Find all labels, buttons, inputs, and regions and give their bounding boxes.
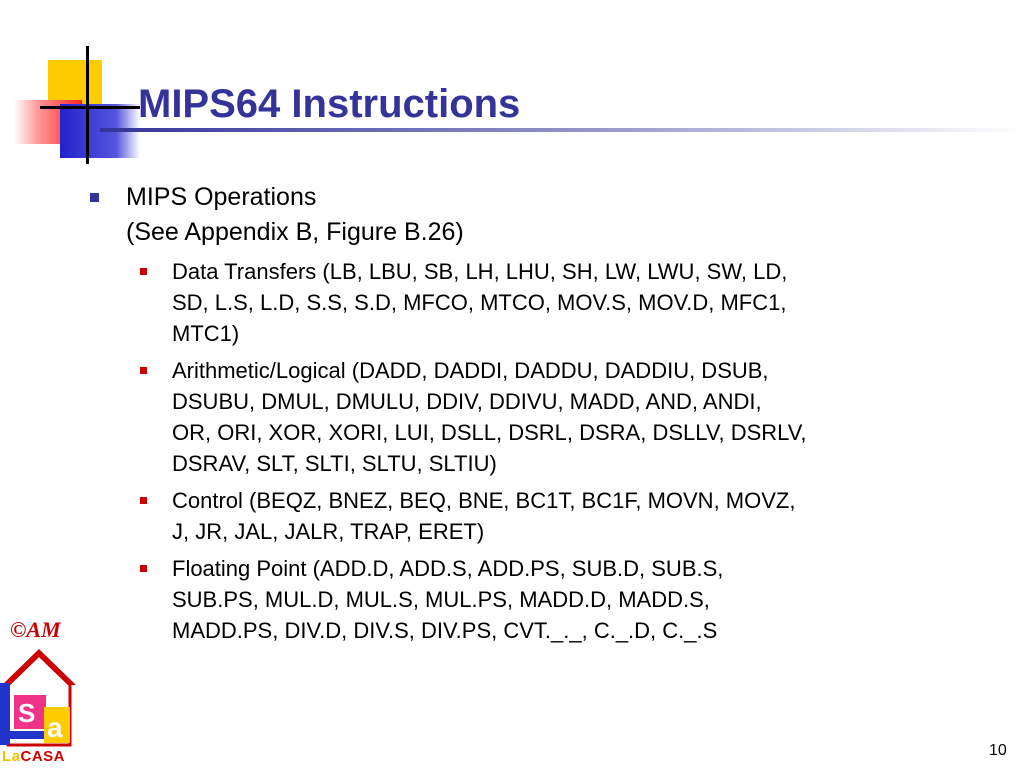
sub-bullet-data-transfers [90,256,1005,349]
main-bullet-line2: (See Appendix B, Figure B.26) [126,218,464,246]
svg-text:S: S [18,698,36,728]
svg-text:a: a [47,712,63,743]
sub-bullet-text: Arithmetic/Logical (DADD, DADDI, DADDU, DADDIU, DSUB, DSUBU, DMUL, DMULU, DDIV, DDIVU, MADD, AND, ANDI, OR, ORI, XOR, XORI, LUI, DSLL, DSRL, DSRA, DSLLV, DSRLV, DSRAV, SLT, SLTI, SLTU, SLTIU) [172,358,807,476]
copyright-mark: ©AM [10,617,61,642]
title-underline [100,128,1024,132]
sub-bullet-arithmetic-logical [90,355,1005,479]
sub-bullet-text: Data Transfers (LB, LBU, SB, LH, LHU, SH, LW, LWU, SW, LD, SD, L.S, L.D, S.S, S.D, MFCO, MTCO, MOV.S, MOV.D, MFC1, MTC1) [172,259,788,346]
red-square-bullet-icon [140,497,147,504]
slide-title: MIPS64 Instructions [138,82,521,126]
sub-bullet-text: Control (BEQZ, BNEZ, BEQ, BNE, BC1T, BC1F, MOVN, MOVZ, J, JR, JAL, JALR, TRAP, ERET) [172,488,796,544]
red-square-bullet-icon [140,565,147,572]
main-bullet-item [90,180,1005,250]
lacasa-wordmark: LaCASA [2,748,66,765]
red-square-bullet-icon [140,367,147,374]
sub-bullet-floating-point [90,553,1005,646]
lacasa-house-logo-icon [0,645,78,750]
sub-bullet-control [90,485,1005,547]
main-bullet-line1: MIPS Operations [126,183,317,211]
red-square-bullet-icon [140,268,147,275]
slide-content [90,180,1005,652]
blue-square-bullet-icon [90,193,99,202]
page-number: 10 [989,742,1007,759]
corner-decoration-icon [0,0,140,170]
sub-bullet-text: Floating Point (ADD.D, ADD.S, ADD.PS, SUB.D, SUB.S, SUB.PS, MUL.D, MUL.S, MUL.PS, MADD.D, MADD.S, MADD.PS, DIV.D, DIV.S, DIV.PS, CVT._._, C._.D, C._.S [172,556,724,643]
